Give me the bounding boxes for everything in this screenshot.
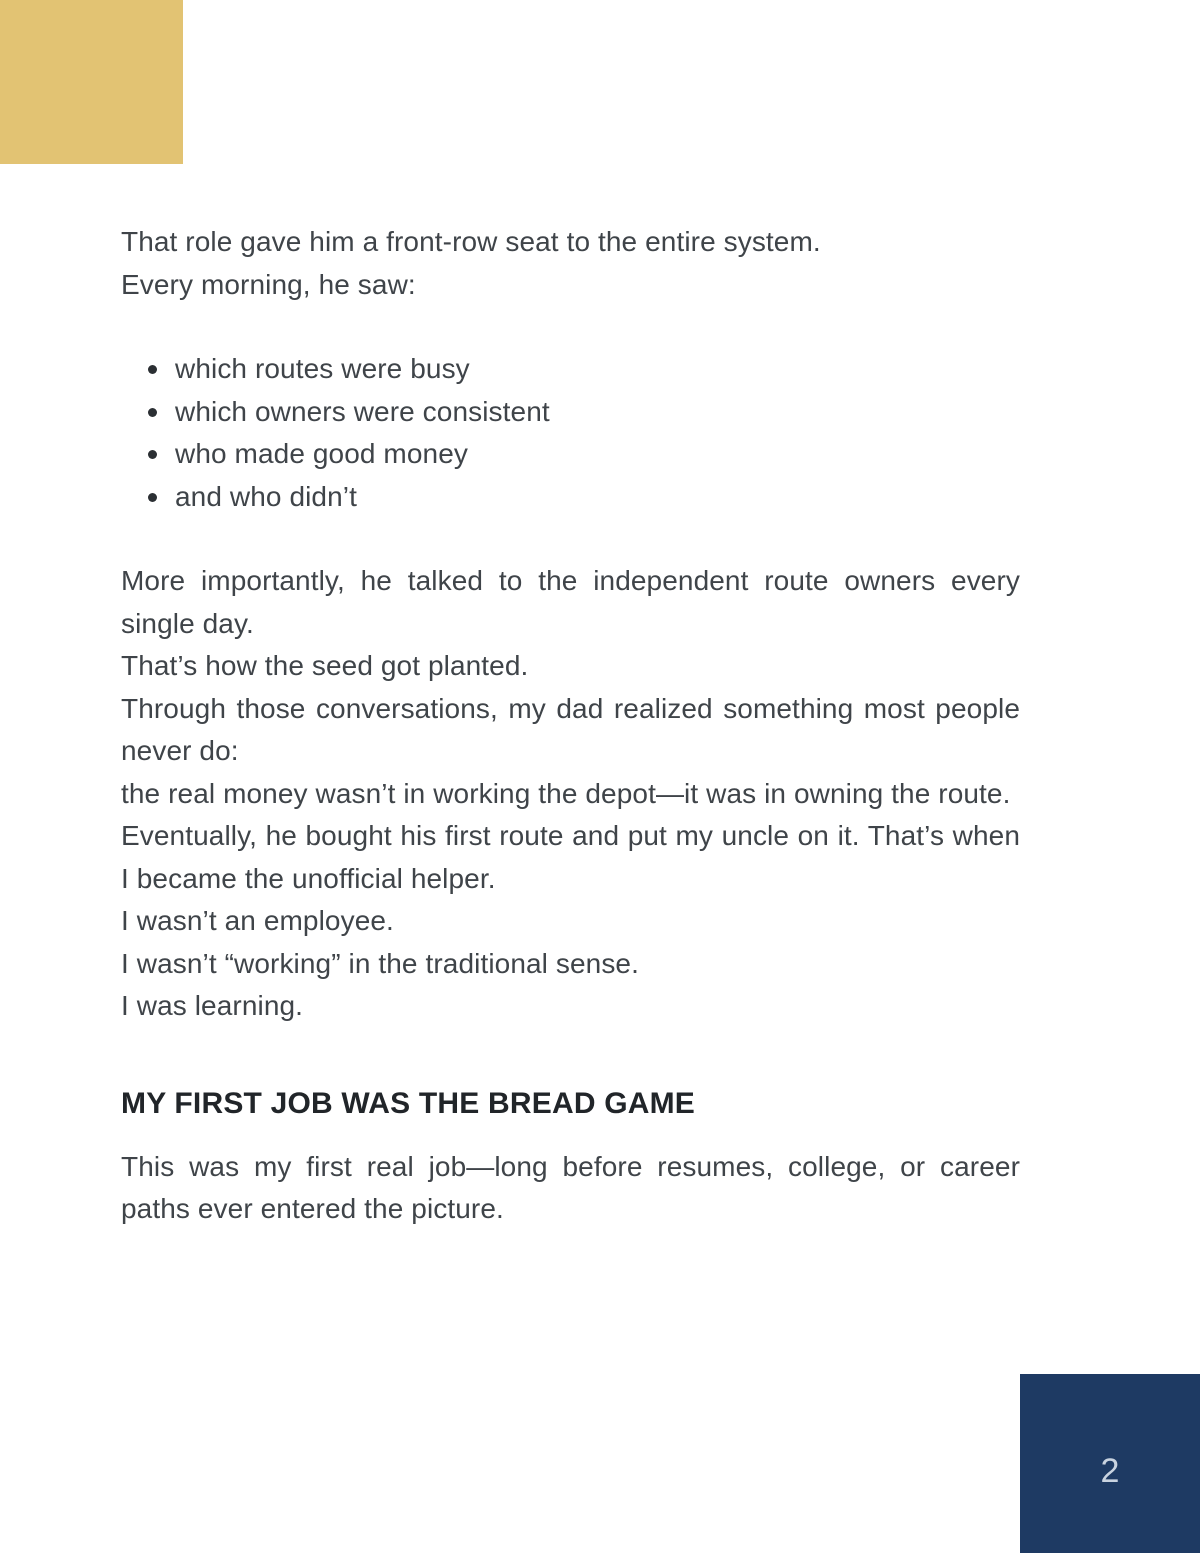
closing-paragraph: This was my first real job—long before resumes, college, or career paths ever entered the picture. [121,1150,1020,1224]
body-paragraph: I wasn’t an employee. [121,905,394,936]
body-paragraph: I wasn’t “working” in the traditional sense. [121,947,639,979]
page-number: 2 [1100,1452,1120,1490]
list-item: which owners were consistent [175,391,1020,434]
body-paragraph: Eventually, he bought his first route and put my uncle on it. That’s when I became the unofficial helper. [121,820,1020,894]
section-heading: MY FIRST JOB WAS THE BREAD GAME [121,1086,696,1120]
gold-corner-accent [0,0,183,164]
list-item: which routes were busy [175,348,1020,391]
closing-paragraph-wrap [121,1146,1020,1231]
body-paragraphs [121,560,1020,1028]
bullet-list [121,348,1020,518]
body-paragraph: That’s how the seed got planted. [121,650,529,681]
page-number-block [1020,1374,1200,1553]
intro-line: That role gave him a front-row seat to the entire system. [121,226,821,257]
body-paragraph: Through those conversations, my dad realized something most people never do: [121,692,1020,766]
intro-line: Every morning, he saw: [121,268,416,300]
list-item: who made good money [175,433,1020,476]
page-body [121,221,1020,1231]
body-paragraph: the real money wasn’t in working the depot—it was in owning the route. [121,777,1011,809]
list-item: and who didn’t [175,476,1020,519]
body-paragraph: I was learning. [121,990,304,1021]
body-paragraph: More importantly, he talked to the independent route owners every single day. [121,565,1020,639]
intro-paragraph [121,221,1020,306]
